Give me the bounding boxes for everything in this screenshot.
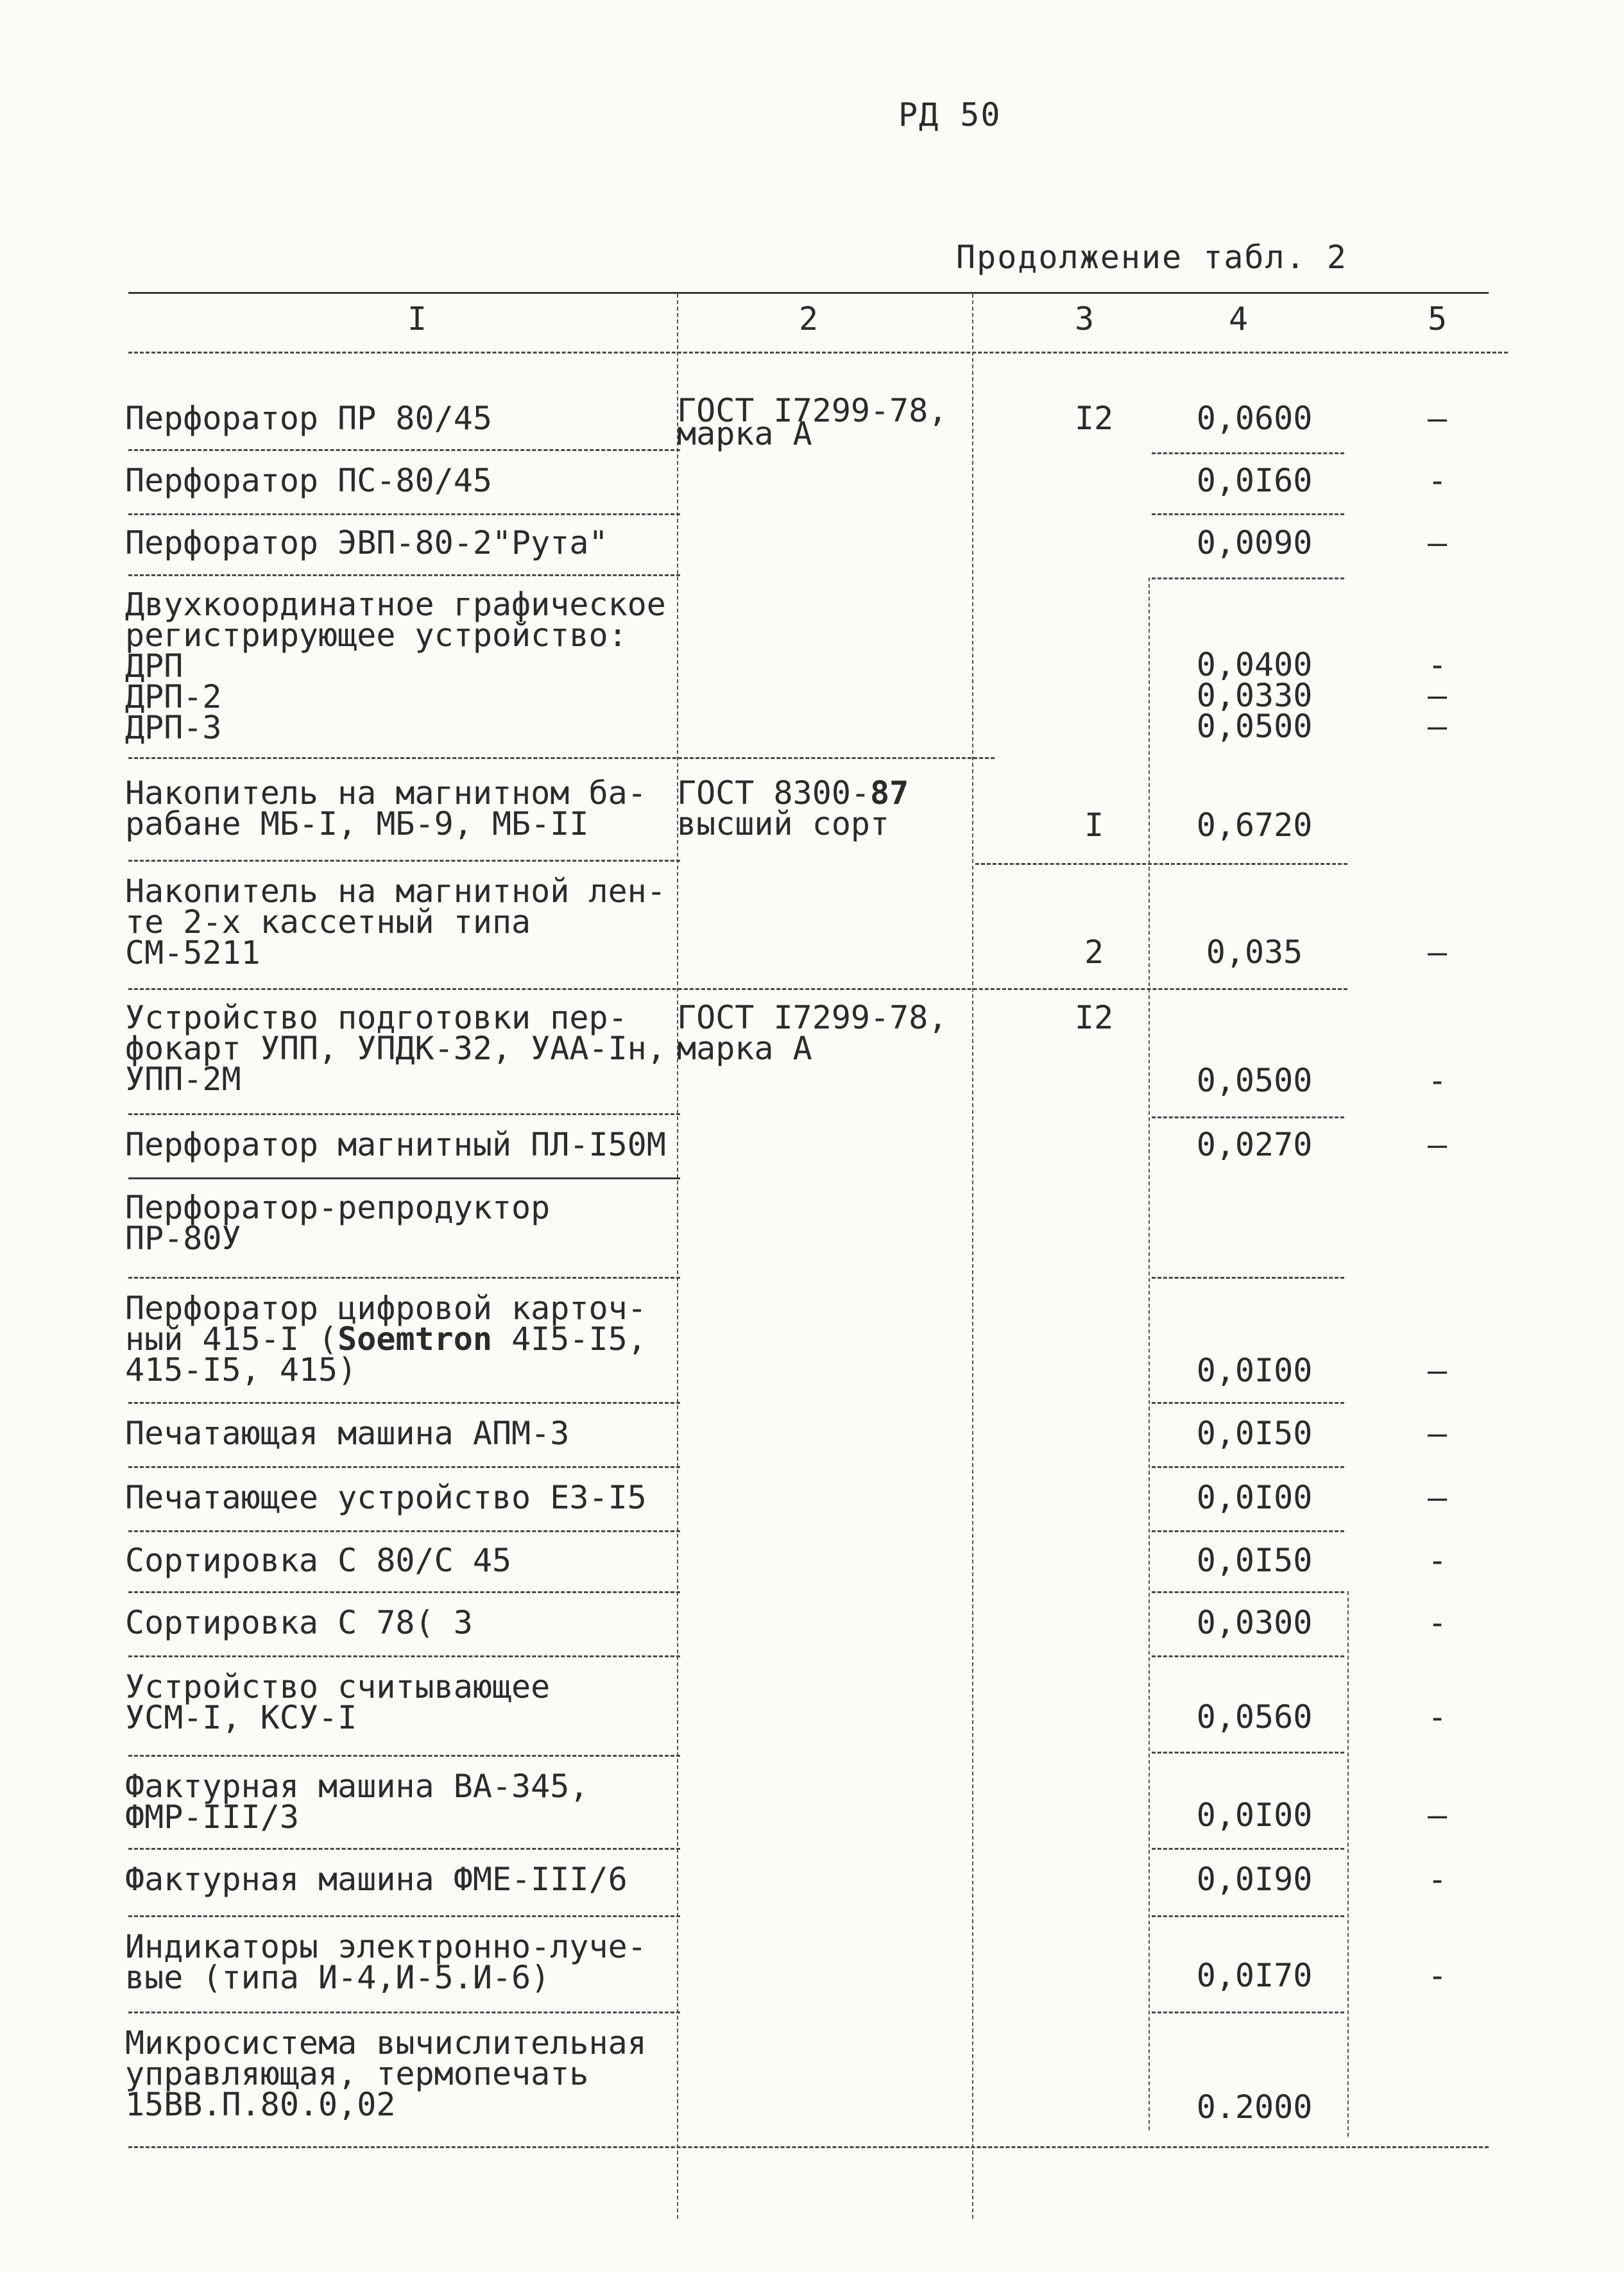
- column-header-1: I: [407, 300, 427, 337]
- table-row-dash: -: [1427, 1062, 1448, 1099]
- row-rule: [128, 2011, 680, 2013]
- table-row-dash: —: [1427, 934, 1448, 971]
- table-row-name: Перфоратор магнитный ПЛ-I50М: [125, 1126, 666, 1163]
- row-rule: [1152, 577, 1344, 579]
- column-header-3: 3: [1074, 300, 1095, 337]
- table-row-name: Перфоратор-репродуктор ПР-80У: [125, 1189, 551, 1257]
- table-row-name: Фактурная машина ФМЕ-III/6: [125, 1861, 628, 1898]
- row-rule: [1152, 1402, 1344, 1404]
- table-row-value: 0,0I70: [1196, 1957, 1313, 1994]
- table-row-dash: —: [1427, 1126, 1448, 1163]
- table-row-value: 0,0I60: [1196, 462, 1313, 499]
- table-bottom-rule: [128, 2146, 1489, 2148]
- table-row-value: 0,035: [1206, 934, 1303, 971]
- row-rule: [1152, 1530, 1344, 1532]
- standard-text: ГОСТ 8300-: [677, 774, 871, 812]
- table-row-value: 0,0I50: [1196, 1542, 1313, 1579]
- column-header-5: 5: [1427, 300, 1448, 337]
- table-row-value: 0,0270: [1196, 1126, 1313, 1163]
- table-row-dash: —: [1427, 1352, 1448, 1389]
- column-divider: [677, 294, 678, 2219]
- row-rule: [1152, 1655, 1344, 1657]
- table-continuation-caption: Продолжение табл. 2: [956, 239, 1347, 276]
- table-row-dash: - — —: [1427, 646, 1448, 745]
- table-row-value: 0,0600: [1196, 400, 1313, 437]
- table-row-name: Сортировка С 80/С 45: [125, 1542, 512, 1579]
- row-rule: [128, 1177, 680, 1179]
- table-row-value: 0,6720: [1196, 807, 1313, 844]
- table-row-dash: -: [1427, 1542, 1448, 1579]
- row-rule: [1152, 1277, 1344, 1279]
- table-row-name: Печатающая машина АПМ-3: [125, 1415, 570, 1452]
- row-rule: [1152, 1848, 1344, 1850]
- row-rule: [128, 860, 680, 862]
- table-row-name: Перфоратор ПР 80/45: [125, 400, 492, 437]
- row-rule: [128, 1848, 680, 1850]
- table-row-name: Накопитель на магнитной лен- те 2-х кассетный типа СМ-5211: [125, 873, 666, 971]
- standard-grade: высший сорт: [677, 805, 890, 842]
- table-row-name: Индикаторы электронно-луче- вые (типа И-4,И-5.И-6): [125, 1928, 647, 1996]
- table-row-name: Перфоратор ПС-80/45: [125, 462, 492, 499]
- row-rule: [128, 1113, 680, 1115]
- table-row-name: Микросистема вычислительная управляющая, термопечать 15ВВ.П.80.0,02: [125, 2024, 647, 2123]
- row-rule: [128, 1655, 680, 1657]
- table-row-dash: -: [1427, 1861, 1448, 1898]
- table-row-dash: —: [1427, 524, 1448, 561]
- table-row-value: 0,0I50: [1196, 1415, 1313, 1452]
- name-brand: Soemtron: [338, 1320, 492, 1358]
- table-row-count: I: [1084, 807, 1104, 844]
- row-rule: [128, 574, 680, 576]
- table-row-value: 0.2000: [1196, 2088, 1313, 2126]
- column-header-2: 2: [798, 300, 819, 337]
- row-rule: [128, 449, 680, 451]
- row-rule: [1152, 1116, 1344, 1118]
- table-row-name: Печатающее устройство ЕЗ-I5: [125, 1479, 647, 1516]
- table-row-name: Устройство подготовки пер- фокарт УПП, УПДК-32, УАА-Iн, УПП-2М: [125, 999, 666, 1098]
- table-row-name: Перфоратор ЭВП-80-2"Рута": [125, 524, 608, 561]
- table-row-count: 2: [1084, 934, 1104, 971]
- row-rule: [1152, 1915, 1344, 1917]
- row-rule: [1152, 1591, 1344, 1593]
- table-row-name: [125, 1290, 683, 1388]
- table-row-dash: —: [1427, 1415, 1448, 1452]
- standard-year: 87: [870, 774, 909, 812]
- table-row-value: 0,0I00: [1196, 1479, 1313, 1516]
- column-header-4: 4: [1228, 300, 1249, 337]
- table-top-rule: [128, 292, 1489, 294]
- row-rule: [128, 1466, 680, 1468]
- column-divider: [1347, 1591, 1349, 2137]
- row-rule: [128, 1915, 680, 1917]
- row-rule: [128, 757, 995, 759]
- row-rule: [128, 1755, 680, 1757]
- table-row-value: 0,0500: [1196, 1062, 1313, 1099]
- row-rule: [1152, 513, 1344, 515]
- table-header-rule: [128, 352, 1508, 354]
- row-rule: [128, 1402, 680, 1404]
- table-row-value: 0,0090: [1196, 524, 1313, 561]
- table-row-name: Устройство считывающее УСМ-I, КСУ-I: [125, 1668, 551, 1736]
- table-row-name: Фактурная машина ВА-345, ФМР-III/3: [125, 1768, 589, 1836]
- column-divider: [1149, 577, 1150, 2130]
- table-row-standard: ГОСТ I7299-78, марка А: [677, 392, 948, 452]
- table-row-dash: —: [1427, 1479, 1448, 1516]
- table-row-value: 0,0300: [1196, 1604, 1313, 1641]
- name-text: Перфоратор цифровой карточ- ный 415-I (: [125, 1290, 647, 1358]
- row-rule: [128, 1530, 680, 1532]
- row-rule: [128, 1591, 680, 1593]
- table-row-standard: ГОСТ I7299-78, марка А: [677, 999, 948, 1067]
- row-rule: [128, 513, 680, 515]
- table-row-name: Двухкоординатное графическое регистрирующее устройство: ДРП ДРП-2 ДРП-3: [125, 586, 666, 746]
- row-rule: [975, 863, 1347, 865]
- table-row-dash: —: [1427, 400, 1448, 437]
- row-rule: [1152, 1466, 1344, 1468]
- row-rule: [128, 1277, 680, 1279]
- table-row-standard: [677, 774, 972, 842]
- table-row-value: 0,0560: [1196, 1698, 1313, 1736]
- table-row-dash: —: [1427, 1797, 1448, 1834]
- table-row-dash: -: [1427, 1698, 1448, 1736]
- table-row-value: 0,0I90: [1196, 1861, 1313, 1898]
- table-row-dash: -: [1427, 1957, 1448, 1994]
- table-row-value: 0,0400 0,0330 0,0500: [1196, 646, 1313, 745]
- table-row-dash: -: [1427, 462, 1448, 499]
- page-header: РД 50: [898, 96, 1002, 133]
- row-rule: [128, 988, 1347, 990]
- table-row-value: 0,0I00: [1196, 1352, 1313, 1389]
- table-row-dash: -: [1427, 1604, 1448, 1641]
- table-row-name: Сортировка С 78( 3: [125, 1604, 473, 1641]
- table-row-name: Накопитель на магнитном ба- рабане МБ-I, МБ-9, МБ-II: [125, 774, 647, 842]
- table-row-count: I2: [1074, 400, 1114, 437]
- row-rule: [1152, 2011, 1344, 2013]
- row-rule: [1152, 452, 1344, 454]
- table-row-value: 0,0I00: [1196, 1797, 1313, 1834]
- name-text-rest: 4I5-I5, 415-I5, 415): [125, 1320, 647, 1388]
- column-divider: [972, 294, 973, 2219]
- table-row-count: I2: [1074, 999, 1114, 1036]
- row-rule: [1152, 1752, 1344, 1754]
